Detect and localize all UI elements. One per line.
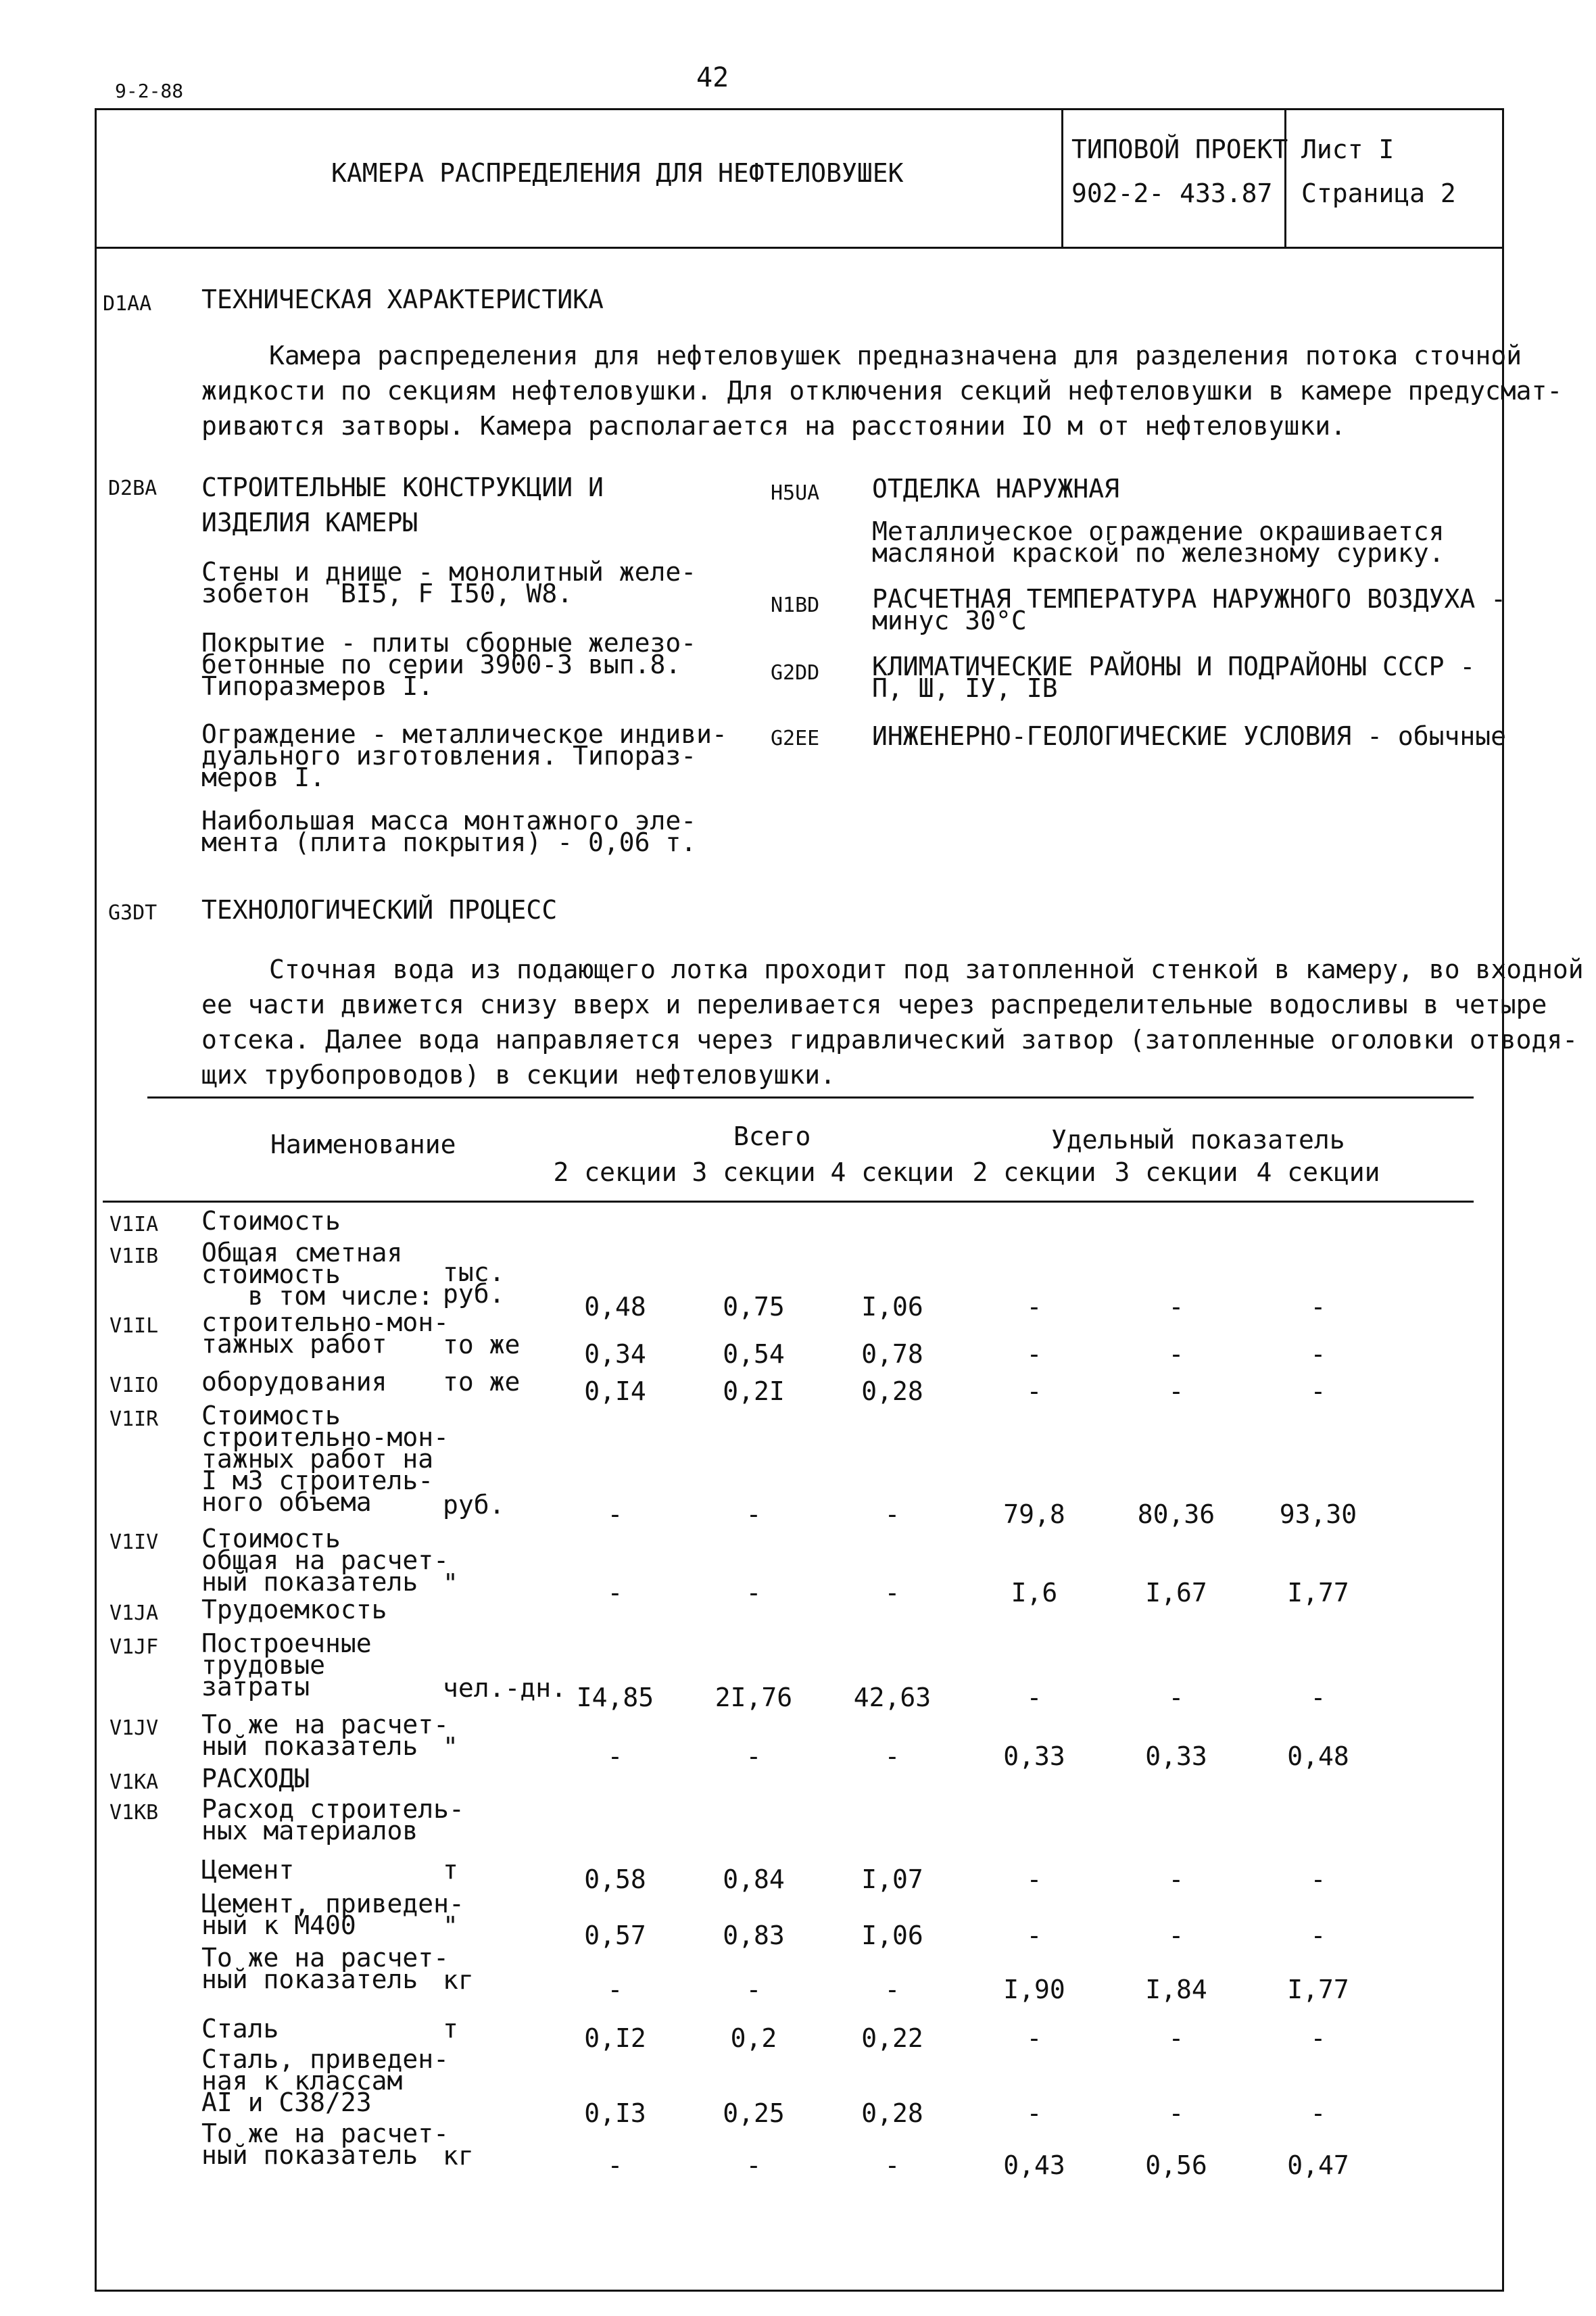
project-label: ТИПОВОЙ ПРОЕКТ bbox=[1071, 135, 1288, 164]
finish-note bbox=[872, 516, 1445, 568]
row-name-line: Цемент, приведен- bbox=[201, 1889, 464, 1919]
page-label: Страница 2 bbox=[1301, 178, 1456, 208]
row-value: - bbox=[884, 2150, 900, 2180]
row-code: V1JA bbox=[110, 1601, 159, 1625]
row-name-line: Сталь, приведен- bbox=[201, 2044, 450, 2074]
section-heading: ИЗДЕЛИЯ КАМЕРЫ bbox=[201, 508, 418, 537]
row-value: I,06 bbox=[861, 1292, 923, 1322]
row-name bbox=[201, 1794, 464, 1845]
row-value: - bbox=[1168, 1376, 1184, 1406]
row-unit: чел.-дн. bbox=[443, 1673, 567, 1703]
title-block-divider-1 bbox=[1061, 108, 1063, 247]
process-paragraph bbox=[201, 952, 1584, 1092]
row-value: I,07 bbox=[861, 1864, 923, 1894]
row-value: - bbox=[1026, 1376, 1042, 1406]
row-value: 0,58 bbox=[584, 1864, 646, 1894]
row-value: 42,63 bbox=[853, 1683, 932, 1712]
row-name-line: оборудования bbox=[201, 1367, 387, 1397]
row-name bbox=[201, 1238, 434, 1311]
row-value: - bbox=[1026, 1339, 1042, 1369]
row-name bbox=[201, 2044, 450, 2117]
row-name-line: стоимость bbox=[201, 1259, 341, 1289]
row-value: 0,25 bbox=[723, 2098, 785, 2128]
row-value: - bbox=[1310, 1376, 1326, 1406]
row-name-line: I м3 строитель- bbox=[201, 1466, 434, 1495]
row-name-line: ный показатель bbox=[201, 1731, 418, 1761]
text-line: зобетон BI5, F I50, W8. bbox=[201, 579, 573, 608]
row-code: V1IR bbox=[110, 1407, 159, 1431]
row-value: - bbox=[746, 1975, 762, 2004]
text-line: дуального изготовления. Типораз- bbox=[201, 741, 697, 771]
table-subheader: 4 секции bbox=[1256, 1157, 1380, 1187]
row-value: - bbox=[884, 1578, 900, 1608]
climate-note bbox=[872, 652, 1476, 703]
row-name bbox=[201, 1367, 387, 1397]
row-name-line: То же на расчет- bbox=[201, 2119, 450, 2148]
row-name-line: трудовые bbox=[201, 1650, 326, 1680]
row-code: V1IB bbox=[110, 1245, 159, 1268]
row-value: 0,48 bbox=[1287, 1741, 1349, 1771]
section-code: D2BA bbox=[108, 477, 158, 500]
section-code: H5UA bbox=[771, 481, 820, 505]
row-value: 0,47 bbox=[1287, 2150, 1349, 2180]
row-unit: " bbox=[443, 1911, 458, 1941]
text-line: Наибольшая масса монтажного эле- bbox=[201, 806, 697, 836]
process-line: щих трубопроводов) в секции нефтеловушки. bbox=[201, 1060, 836, 1090]
section-heading: ТЕХНОЛОГИЧЕСКИЙ ПРОЦЕСС bbox=[201, 895, 558, 925]
row-name-line: строительно-мон- bbox=[201, 1307, 450, 1337]
text-line: Типоразмеров I. bbox=[201, 671, 434, 701]
table-subheader: 3 секции bbox=[1114, 1157, 1238, 1187]
row-name-line: То же на расчет- bbox=[201, 1710, 450, 1739]
row-value: - bbox=[1310, 1339, 1326, 1369]
row-value: - bbox=[1168, 1864, 1184, 1894]
row-value: I,90 bbox=[1003, 1975, 1065, 2004]
section-heading: СТРОИТЕЛЬНЫЕ КОНСТРУКЦИИ И bbox=[201, 473, 604, 502]
section-code: G2EE bbox=[771, 727, 820, 750]
row-value: 0,83 bbox=[723, 1921, 785, 1950]
row-value: - bbox=[1168, 2023, 1184, 2053]
tech-line: жидкости по секциям нефтеловушки. Для отключения секций нефтеловушки в камере предусмат- bbox=[201, 376, 1563, 406]
table-subheader: 4 секции bbox=[830, 1157, 954, 1187]
row-value: - bbox=[607, 1975, 623, 2004]
row-value: 0,22 bbox=[861, 2023, 923, 2053]
row-value: 0,33 bbox=[1145, 1741, 1207, 1771]
text-line: минус 30°С bbox=[872, 606, 1027, 635]
row-value: - bbox=[1168, 2098, 1184, 2128]
row-value: I4,85 bbox=[576, 1683, 654, 1712]
title-block-bottom-rule bbox=[95, 247, 1504, 249]
row-value: I,06 bbox=[861, 1921, 923, 1950]
row-value: - bbox=[1310, 2023, 1326, 2053]
row-code: V1IL bbox=[110, 1314, 159, 1338]
row-value: - bbox=[607, 1741, 623, 1771]
document-title: КАМЕРА РАСПРЕДЕЛЕНИЯ ДЛЯ НЕФТЕЛОВУШЕК bbox=[331, 158, 904, 188]
row-name bbox=[201, 1629, 372, 1702]
row-value: 0,28 bbox=[861, 1376, 923, 1406]
row-code: V1JV bbox=[110, 1716, 159, 1740]
row-name bbox=[201, 1889, 464, 1941]
row-name-line: Цемент bbox=[201, 1855, 295, 1885]
row-value: 0,54 bbox=[723, 1339, 785, 1369]
row-name bbox=[201, 1307, 450, 1359]
table-header-total: Всего bbox=[733, 1121, 811, 1151]
section-code: N1BD bbox=[771, 594, 820, 617]
text-line: Металлическое ограждение окрашивается bbox=[872, 516, 1445, 546]
text-line: масляной краской по железному сурику. bbox=[872, 538, 1445, 568]
row-value: - bbox=[1026, 2023, 1042, 2053]
process-line: Сточная вода из подающего лотка проходит под затопленной стенкой в камеру, во входной bbox=[269, 955, 1584, 984]
row-value: - bbox=[1026, 2098, 1042, 2128]
row-value: - bbox=[1168, 1292, 1184, 1322]
row-name bbox=[201, 1595, 387, 1624]
table-top-rule bbox=[147, 1096, 1474, 1099]
row-value: 0,48 bbox=[584, 1292, 646, 1322]
row-value: 0,56 bbox=[1145, 2150, 1207, 2180]
text-line: Покрытие - плиты сборные железо- bbox=[201, 628, 697, 658]
text-line: П, Ш, IУ, IВ bbox=[872, 673, 1058, 703]
row-unit: т bbox=[443, 1855, 458, 1885]
section-code: D1AA bbox=[103, 292, 152, 316]
row-name bbox=[201, 1524, 450, 1597]
title-block-divider-2 bbox=[1284, 108, 1286, 247]
row-name bbox=[201, 1710, 450, 1761]
process-line: отсека. Далее вода направляется через гидравлический затвор (затопленные оголовки отводя- bbox=[201, 1025, 1578, 1055]
row-name bbox=[201, 1206, 341, 1236]
tech-line: Камера распределения для нефтеловушек предназначена для разделения потока сточной bbox=[269, 341, 1522, 370]
section-code: G3DT bbox=[108, 901, 158, 925]
row-name-line: ных материалов bbox=[201, 1816, 418, 1845]
row-code: V1KA bbox=[110, 1770, 159, 1794]
row-unit: то же bbox=[443, 1330, 521, 1359]
row-value: - bbox=[746, 2150, 762, 2180]
row-value: 0,34 bbox=[584, 1339, 646, 1369]
row-value: 0,2I bbox=[723, 1376, 785, 1406]
row-value: - bbox=[884, 1499, 900, 1529]
row-name-line: Стоимость bbox=[201, 1401, 341, 1430]
sheet-number: Лист I bbox=[1301, 135, 1395, 164]
row-name-line: тажных работ на bbox=[201, 1444, 434, 1474]
row-value: - bbox=[884, 1741, 900, 1771]
text-line: Ограждение - металлическое индиви- bbox=[201, 719, 727, 749]
row-code: V1IO bbox=[110, 1374, 159, 1397]
row-value: - bbox=[884, 1975, 900, 2004]
row-value: - bbox=[607, 1499, 623, 1529]
row-name-line: Стоимость bbox=[201, 1524, 341, 1553]
row-value: 0,78 bbox=[861, 1339, 923, 1369]
row-name-line: РАСХОДЫ bbox=[201, 1764, 310, 1793]
row-value: I,6 bbox=[1011, 1578, 1058, 1608]
row-value: 93,30 bbox=[1279, 1499, 1357, 1529]
row-unit: кг bbox=[443, 1965, 474, 1995]
row-value: 0,84 bbox=[723, 1864, 785, 1894]
row-value: - bbox=[746, 1741, 762, 1771]
row-value: 2I,76 bbox=[715, 1683, 793, 1712]
row-name-line: в том числе: bbox=[201, 1281, 434, 1311]
row-value: - bbox=[1168, 1921, 1184, 1950]
row-value: 0,2 bbox=[730, 2023, 777, 2053]
row-value: - bbox=[1026, 1921, 1042, 1950]
row-value: 0,75 bbox=[723, 1292, 785, 1322]
row-unit: т bbox=[443, 2014, 458, 2044]
row-name-line: Сталь bbox=[201, 2014, 279, 2044]
table-subheader: 3 секции bbox=[692, 1157, 816, 1187]
row-value: - bbox=[1168, 1683, 1184, 1712]
row-unit: кг bbox=[443, 2141, 474, 2171]
geology-note: ИНЖЕНЕРНО-ГЕОЛОГИЧЕСКИЕ УСЛОВИЯ - обычные bbox=[872, 721, 1506, 751]
row-value: 0,57 bbox=[584, 1921, 646, 1950]
text-line: меров I. bbox=[201, 763, 326, 792]
row-unit: руб. bbox=[443, 1490, 505, 1520]
row-name bbox=[201, 2119, 450, 2170]
row-value: - bbox=[1310, 2098, 1326, 2128]
temperature-note bbox=[872, 584, 1506, 635]
row-code: V1JF bbox=[110, 1635, 159, 1659]
row-unit: " bbox=[443, 1568, 458, 1598]
row-name-line: ный к М400 bbox=[201, 1910, 356, 1940]
row-value: 79,8 bbox=[1003, 1499, 1065, 1529]
table-header-specific: Удельный показатель bbox=[1051, 1125, 1345, 1155]
row-value: 0,I2 bbox=[584, 2023, 646, 2053]
tech-paragraph bbox=[201, 338, 1563, 443]
table-subheader: 2 секции bbox=[553, 1157, 677, 1187]
row-value: - bbox=[1310, 1683, 1326, 1712]
text-line: бетонные по серии 3900-3 вып.8. bbox=[201, 650, 681, 679]
row-value: - bbox=[746, 1499, 762, 1529]
row-value: 0,33 bbox=[1003, 1741, 1065, 1771]
row-value: - bbox=[1310, 1292, 1326, 1322]
row-value: - bbox=[1026, 1864, 1042, 1894]
row-name-line: Трудоемкость bbox=[201, 1595, 387, 1624]
row-code: V1IA bbox=[110, 1213, 159, 1236]
row-name-line: Расход строитель- bbox=[201, 1794, 464, 1824]
section-heading: ОТДЕЛКА НАРУЖНАЯ bbox=[872, 474, 1120, 504]
row-name-line: ный показатель bbox=[201, 1964, 418, 1994]
row-value: I,77 bbox=[1287, 1975, 1349, 2004]
row-value: I,77 bbox=[1287, 1578, 1349, 1608]
tech-line: риваются затворы. Камера располагается на расстоянии IO м от нефтеловушки. bbox=[201, 411, 1346, 441]
row-name bbox=[201, 1943, 450, 1994]
row-value: - bbox=[1026, 1683, 1042, 1712]
row-value: 0,I3 bbox=[584, 2098, 646, 2128]
row-name-line: затраты bbox=[201, 1672, 310, 1702]
table-header-name: Наименование bbox=[270, 1130, 456, 1159]
table-subheader: 2 секции bbox=[972, 1157, 1096, 1187]
row-value: - bbox=[1168, 1339, 1184, 1369]
row-value: 80,36 bbox=[1137, 1499, 1215, 1529]
row-code: V1IV bbox=[110, 1530, 159, 1554]
row-name-line: Построечные bbox=[201, 1629, 372, 1658]
page-number: 42 bbox=[696, 62, 729, 93]
row-name-line: AI и С38/23 bbox=[201, 2088, 372, 2117]
row-value: I,84 bbox=[1145, 1975, 1207, 2004]
row-unit: то же bbox=[443, 1367, 521, 1397]
row-name bbox=[201, 1855, 295, 1885]
row-name-line: То же на расчет- bbox=[201, 1943, 450, 1973]
row-name-line: ная к классам bbox=[201, 2066, 403, 2096]
construct-item bbox=[201, 806, 697, 857]
row-code: V1KB bbox=[110, 1801, 159, 1825]
table-header-rule bbox=[103, 1201, 1474, 1203]
row-value: I,67 bbox=[1145, 1578, 1207, 1608]
text-line: КЛИМАТИЧЕСКИЕ РАЙОНЫ И ПОДРАЙОНЫ СССР - bbox=[872, 652, 1476, 681]
row-name-line: общая на расчет- bbox=[201, 1545, 450, 1575]
row-name bbox=[201, 1401, 450, 1517]
section-heading: ТЕХНИЧЕСКАЯ ХАРАКТЕРИСТИКА bbox=[201, 285, 604, 314]
row-name-line: тажных работ bbox=[201, 1329, 387, 1359]
row-value: - bbox=[607, 2150, 623, 2180]
row-name-line: ный показатель bbox=[201, 1567, 418, 1597]
row-name-line: строительно-мон- bbox=[201, 1422, 450, 1452]
row-value: - bbox=[607, 1578, 623, 1608]
row-name-line: Общая сметная bbox=[201, 1238, 403, 1268]
text-line: РАСЧЕТНАЯ ТЕМПЕРАТУРА НАРУЖНОГО ВОЗДУХА - bbox=[872, 584, 1506, 614]
text-line: мента (плита покрытия) - 0,06 т. bbox=[201, 827, 697, 857]
process-line: ее части движется снизу вверх и переливается через распределительные водосливы в четыре bbox=[201, 990, 1547, 1019]
row-value: 0,28 bbox=[861, 2098, 923, 2128]
text-line: Стены и днище - монолитный желе- bbox=[201, 557, 697, 587]
row-name bbox=[201, 1764, 310, 1793]
row-name-line: ный показатель bbox=[201, 2140, 418, 2170]
row-value: 0,43 bbox=[1003, 2150, 1065, 2180]
construct-item bbox=[201, 628, 697, 701]
row-value: - bbox=[1310, 1864, 1326, 1894]
row-name-line: Стоимость bbox=[201, 1206, 341, 1236]
row-unit: тыс. руб. bbox=[443, 1257, 505, 1309]
construct-item bbox=[201, 719, 727, 792]
project-number: 902-2- 433.87 bbox=[1071, 178, 1273, 208]
section-code: G2DD bbox=[771, 661, 820, 685]
construct-item bbox=[201, 557, 697, 608]
row-value: - bbox=[746, 1578, 762, 1608]
row-value: - bbox=[1310, 1921, 1326, 1950]
row-name bbox=[201, 2014, 279, 2044]
margin-code: 9-2-88 bbox=[115, 80, 184, 102]
row-unit: " bbox=[443, 1732, 458, 1762]
row-name-line: ного объема bbox=[201, 1487, 372, 1517]
row-value: - bbox=[1026, 1292, 1042, 1322]
row-value: 0,I4 bbox=[584, 1376, 646, 1406]
